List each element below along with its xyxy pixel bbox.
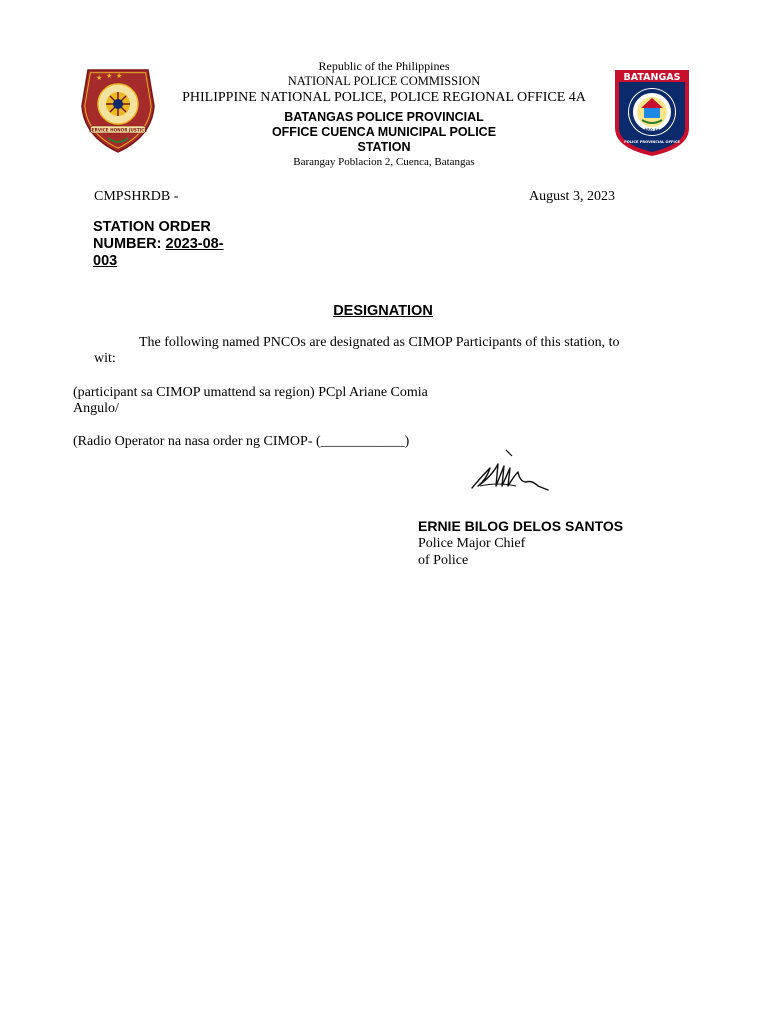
- letterhead-provincial: BATANGAS POLICE PROVINCIAL: [284, 110, 484, 124]
- order-number-label: NUMBER:: [93, 236, 162, 252]
- reference-code: CMPSHRDB -: [94, 189, 179, 204]
- document-date: August 3, 2023: [529, 189, 615, 204]
- signatory-title-line1: Police Major Chief: [418, 536, 526, 551]
- badge-footer: POLICE PROVINCIAL OFFICE: [624, 140, 680, 144]
- letterhead-office: OFFICE CUENCA MUNICIPAL POLICE: [271, 125, 497, 139]
- body-intro-line2: wit:: [94, 351, 116, 366]
- svg-text:★: ★: [116, 72, 123, 80]
- badge-center-text: PRO 4A: [644, 128, 660, 132]
- item-radio-operator: (Radio Operator na nasa order ng CIMOP- (____________): [73, 434, 410, 449]
- letterhead-republic: Republic of the Philippines: [318, 59, 450, 73]
- seal-motto: SERVICE HONOR JUSTICE: [88, 127, 148, 133]
- station-order-label: [93, 219, 224, 270]
- badge-header: BATANGAS: [623, 72, 681, 83]
- svg-text:★: ★: [106, 72, 113, 80]
- item-participant-line1: (participant sa CIMOP umattend sa region) PCpl Ariane Comia: [73, 385, 428, 400]
- letterhead-napolcom: NATIONAL POLICE COMMISSION: [287, 74, 481, 88]
- letterhead-address: Barangay Poblacion 2, Cuenca, Batangas: [293, 156, 475, 168]
- signatory-title-line2: of Police: [418, 553, 469, 568]
- letterhead-station: STATION: [357, 140, 411, 154]
- letterhead-pnp-region: PHILIPPINE NATIONAL POLICE, POLICE REGIONAL OFFICE 4A: [182, 90, 586, 105]
- svg-text:★: ★: [96, 74, 103, 82]
- document-title: DESIGNATION: [333, 303, 433, 319]
- station-order-line1: STATION ORDER: [93, 219, 211, 235]
- order-number-part1: 2023-08-: [165, 236, 224, 252]
- signatory-name: ERNIE BILOG DELOS SANTOS: [418, 518, 624, 534]
- signature-image: [468, 446, 554, 496]
- station-order-line2: [93, 236, 224, 253]
- order-number-part2: 003: [93, 253, 118, 269]
- body-intro-line1: The following named PNCOs are designated as CIMOP Participants of this station, to: [139, 335, 620, 350]
- item-participant-line2: Angulo/: [73, 401, 119, 416]
